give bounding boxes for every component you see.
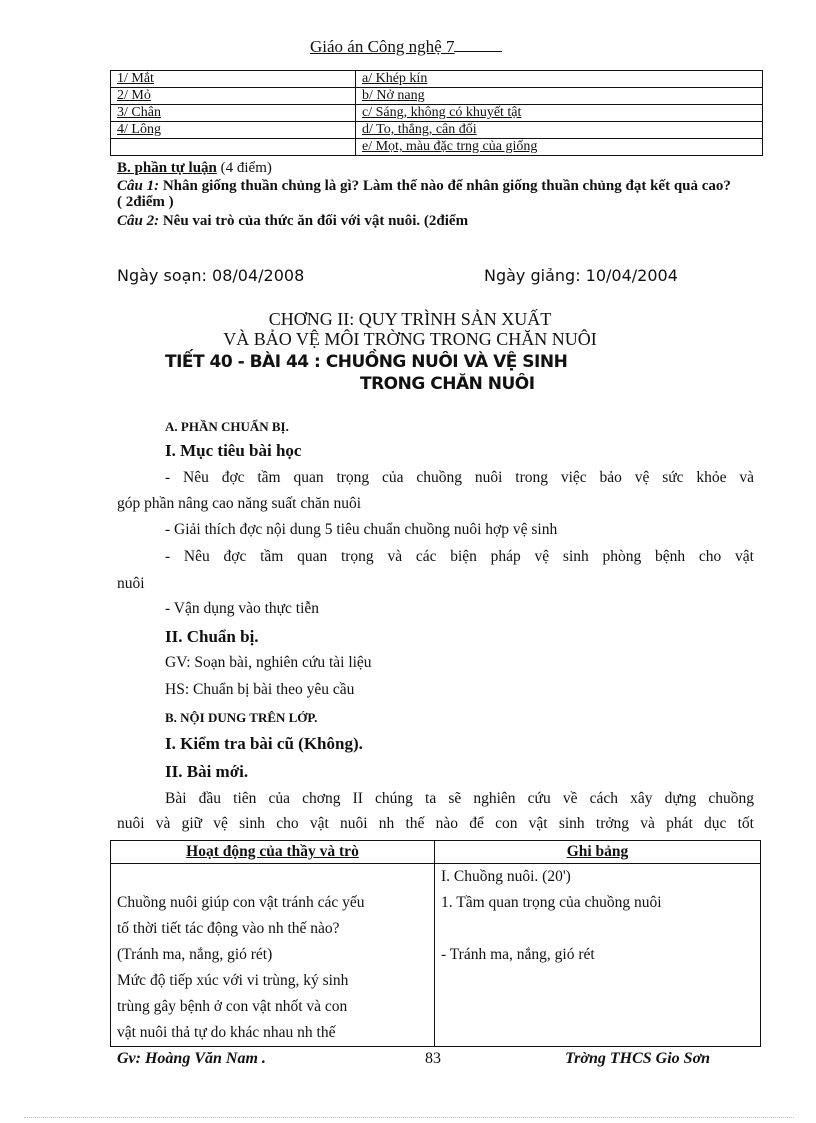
objective-3-line-2: nuôi [117,575,145,592]
activity-line: (Tránh ma, nắng, gió rét) [117,946,273,963]
intro-line-2: nuôi và giữ vệ sinh cho vật nuôi nh thế nào để con vật sinh trởng và phát dục tốt [117,815,754,832]
header-title: Giáo án Công nghệ 7 [310,37,455,56]
table-cell: d/ To, thẳng, cân đối [356,122,763,139]
footer-school: Trờng THCS Gio Sơn [565,1050,711,1067]
activity-table [110,840,761,1047]
prep-date: Ngày soạn: 08/04/2008 [117,266,305,285]
notes-line: I. Chuồng nuôi. (20') [441,868,571,885]
objective-1-line-1: - Nêu đợc tầm quan trọng của chuồng nuôi trong việc bảo vệ sức khỏe và [165,469,754,486]
lesson-title-line-1: TIẾT 40 - BÀI 44 : CHUỒNG NUÔI VÀ VỆ SINH [165,352,568,372]
footer-teacher: Gv: Hoàng Văn Nam . [117,1050,266,1067]
activity-line: vật nuôi thả tự do khác nhau nh thế [117,1024,336,1041]
part-b-heading: B. NỘI DUNG TRÊN LỚP. [165,710,318,725]
table-cell [111,139,356,156]
table-cell: 1/ Mắt [111,71,356,88]
table-cell: 2/ Mỏ [111,88,356,105]
question-1-text: Nhân giống thuần chủng là gì? Làm thế nào để nhân giống thuần chủng đạt kết quả cao? ( 2điểm ) [117,178,731,210]
part-a-heading: A. PHẦN CHUẨN BỊ. [165,419,289,434]
notes-line: - Tránh ma, nắng, gió rét [441,946,595,963]
question-2 [117,213,468,230]
essay-heading [117,160,272,177]
header-rule [454,51,502,52]
objective-1-line-2: góp phần nâng cao năng suất chăn nuôi [117,495,362,512]
page-divider [24,1117,794,1118]
question-1-label: Câu 1: [117,178,160,194]
page-header [310,37,502,57]
table-cell: a/ Khép kín [356,71,763,88]
essay-heading-text: B. phần tự luận [117,160,217,176]
new-lesson-heading: II. Bài mới. [165,762,249,781]
matching-table [110,70,763,156]
objective-4: - Vận dụng vào thực tiễn [165,600,320,617]
activity-column [111,864,435,1047]
table-row [111,864,761,1047]
essay-points: (4 điểm) [220,160,272,176]
activity-line: Chuồng nuôi giúp con vật tránh các yếu [117,894,365,911]
teacher-prep: GV: Soạn bài, nghiên cứu tài liệu [165,654,372,671]
chapter-title-line-1: CHƠNG II: QUY TRÌNH SẢN XUẤT [268,309,552,329]
activity-line: Mức độ tiếp xúc với vi trùng, ký sinh [117,972,349,989]
lesson-title-line-2: TRONG CHĂN NUÔI [360,374,535,394]
table-cell: 3/ Chân [111,105,356,122]
chapter-title-line-2: VÀ BẢO VỆ MÔI TRỜNG TRONG CHĂN NUÔI [223,329,597,349]
table-row [111,105,763,122]
table-row [111,139,763,156]
notes-line [441,1020,754,1046]
table-cell: 4/ Lông [111,122,356,139]
intro-line-1: Bài đầu tiên của chơng II chúng ta sẽ nghiên cứu về cách xây dựng chuồng [165,790,754,807]
notes-line [441,994,754,1020]
prep-heading: II. Chuẩn bị. [165,627,259,646]
table-cell: b/ Nở nang [356,88,763,105]
table-cell: e/ Mọt, màu đặc trng của giống [356,139,763,156]
activity-line: tố thời tiết tác động vào nh thế nào? [117,920,340,937]
activity-line: trùng gây bệnh ở con vật nhốt và con [117,998,348,1015]
objective-2: - Giải thích đợc nội dung 5 tiêu chuẩn chuồng nuôi hợp vệ sinh [165,521,558,538]
table-row [111,122,763,139]
table-row [111,88,763,105]
notes-line [441,916,754,942]
table-header-notes: Ghi bảng [435,841,761,864]
objective-3-line-1: - Nêu đợc tầm quan trọng và các biện pháp vệ sinh phòng bệnh cho vật [165,548,754,565]
table-header-activity: Hoạt động của thầy và trò [111,841,435,864]
teach-date: Ngày giảng: 10/04/2004 [484,266,678,285]
question-1 [117,178,737,210]
table-header-row [111,841,761,864]
question-2-label: Câu 2: [117,213,160,229]
table-cell: c/ Sáng, không có khuyết tật [356,105,763,122]
notes-line [441,968,754,994]
notes-line: 1. Tầm quan trọng của chuồng nuôi [441,894,662,911]
page-number: 83 [425,1050,441,1067]
objectives-heading: I. Mục tiêu bài học [165,441,302,460]
review-heading: I. Kiểm tra bài cũ (Không). [165,734,363,753]
student-prep: HS: Chuẩn bị bài theo yêu cầu [165,681,355,698]
question-2-text: Nêu vai trò của thức ăn đối với vật nuôi. (2điểm [162,213,469,229]
activity-line [117,864,428,890]
table-row [111,71,763,88]
notes-column [435,864,761,1047]
